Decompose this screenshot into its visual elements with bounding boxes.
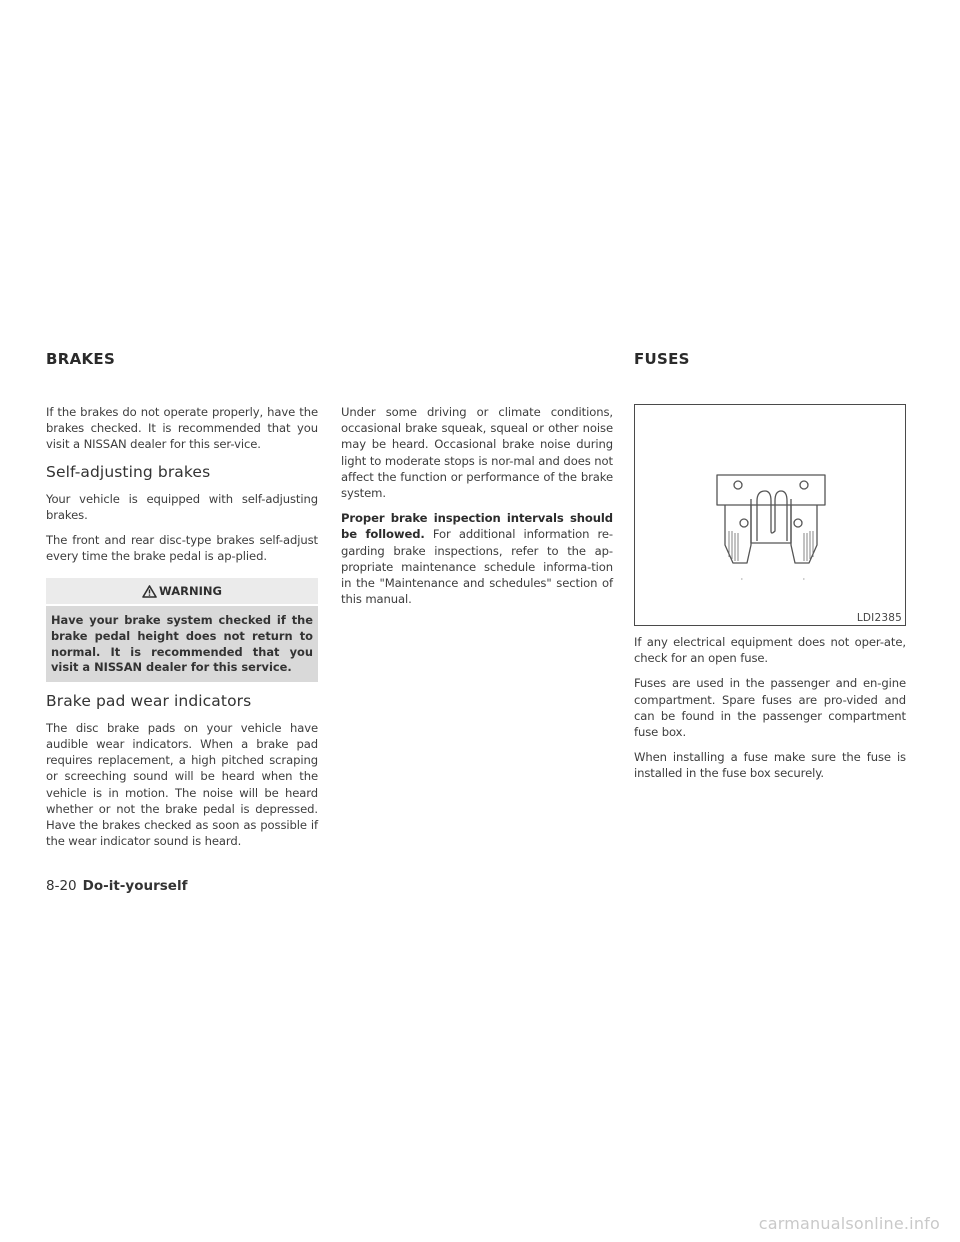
page-number: 8-20 xyxy=(46,878,77,894)
watermark: carmanualsonline.info xyxy=(758,1214,940,1233)
fuse-figure xyxy=(634,404,906,626)
self-adjusting-text-1: Your vehicle is equipped with self-adjusting brakes. xyxy=(46,491,318,522)
brake-inspection-bold: Proper brake inspection intervals should be followed. xyxy=(341,511,613,542)
self-adjusting-text-2: The front and rear disc-type brakes self-adjust every time the brake pedal is ap-plied. xyxy=(46,533,318,564)
brakes-intro-text: If the brakes do not operate properly, have the brakes checked. It is recommended that you visit a NISSAN dealer for this ser-vice. xyxy=(46,405,318,452)
brakes-column-2 xyxy=(341,404,613,616)
brakes-column-1 xyxy=(46,404,318,858)
brake-inspection-text xyxy=(341,510,613,607)
page-footer xyxy=(46,878,187,894)
warning-text: Have your brake system checked if the brake pedal height does not return to normal. It is recommended that you visit a NISSAN dealer for this service. xyxy=(46,606,318,681)
footer-section-name: Do-it-yourself xyxy=(82,878,188,894)
open-fuse-text: If any electrical equipment does not oper-ate, check for an open fuse. xyxy=(634,635,906,666)
fuse-illustration xyxy=(711,471,831,581)
figure-id: LDI2385 xyxy=(856,612,902,624)
fuse-location-text: Fuses are used in the passenger and en-gine compartment. Spare fuses are pro-vided and can be found in the passenger compartment fuse box. xyxy=(634,676,906,740)
brake-pad-wear-text: The disc brake pads on your vehicle have audible wear indicators. When a brake pad requires replacement, a high pitched scraping or screeching sound will be heard when the vehicle is in motion. The noise will be heard whether or not the brake pedal is depressed. Have the brakes checked as soon as possible if the wear indicator sound is heard. xyxy=(46,720,318,849)
brake-inspection-rest: For additional information re-garding brake inspections, refer to the ap-propriate maintenance schedule informa-tion in the "Maintenance and schedules" section of this manual. xyxy=(341,527,614,607)
brake-noise-text: Under some driving or climate conditions, occasional brake squeak, squeal or other noise may be heard. Occasional brake noise during light to moderate stops is nor-mal and does not affect the function or performance of the brake system. xyxy=(341,405,613,501)
warning-box xyxy=(46,578,318,681)
fuses-column xyxy=(634,404,906,791)
warning-header xyxy=(46,578,318,606)
fuses-heading: FUSES xyxy=(634,350,690,368)
warning-label: WARNING xyxy=(159,584,222,599)
self-adjusting-brakes-title: Self-adjusting brakes xyxy=(46,462,211,481)
fuse-install-text: When installing a fuse make sure the fuse is installed in the fuse box securely. xyxy=(634,750,906,781)
brake-pad-wear-title: Brake pad wear indicators xyxy=(46,691,252,710)
brakes-heading: BRAKES xyxy=(46,350,116,368)
warning-triangle-icon xyxy=(142,585,157,598)
